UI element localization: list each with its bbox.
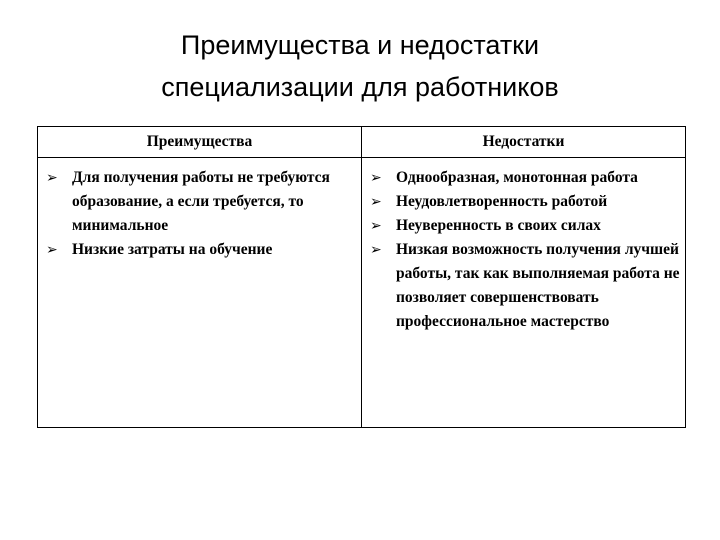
arrowhead-bullet-icon: ➢: [370, 242, 382, 258]
slide-title: [40, 24, 680, 108]
advantage-text: Низкие затраты на обучение: [72, 241, 273, 258]
list-item: [370, 190, 681, 214]
arrowhead-bullet-icon: ➢: [370, 194, 382, 210]
list-item: [370, 166, 681, 190]
comparison-table: [37, 126, 686, 428]
advantages-list: [38, 158, 361, 262]
slide-title-line-2: специализации для работников: [161, 72, 559, 102]
advantages-cell: [38, 158, 362, 428]
list-item: [370, 238, 681, 334]
disadvantage-text: Однообразная, монотонная работа: [396, 169, 638, 186]
table-body-row: [38, 158, 686, 428]
disadvantage-text: Неудовлетворенность работой: [396, 193, 608, 210]
disadvantages-list: [362, 158, 685, 334]
disadvantage-text: Неуверенность в своих силах: [396, 217, 601, 234]
slide-title-line-1: Преимущества и недостатки: [180, 30, 540, 60]
arrowhead-bullet-icon: ➢: [46, 242, 58, 258]
arrowhead-bullet-icon: ➢: [370, 170, 382, 186]
arrowhead-bullet-icon: ➢: [370, 218, 382, 234]
advantage-text: Для получения работы не требуются образование, а если требуется, то минимальное: [72, 169, 330, 234]
list-item: [370, 214, 681, 238]
list-item: [46, 238, 357, 262]
table-header-row: [38, 127, 686, 158]
disadvantages-header: Недостатки: [362, 127, 686, 158]
disadvantage-text: Низкая возможность получения лучшей работы, так как выполняемая работа не позволяет совершенствовать профессиональное мастерство: [396, 241, 680, 330]
disadvantages-cell: [362, 158, 686, 428]
advantages-header: Преимущества: [38, 127, 362, 158]
arrowhead-bullet-icon: ➢: [46, 170, 58, 186]
list-item: [46, 166, 357, 238]
